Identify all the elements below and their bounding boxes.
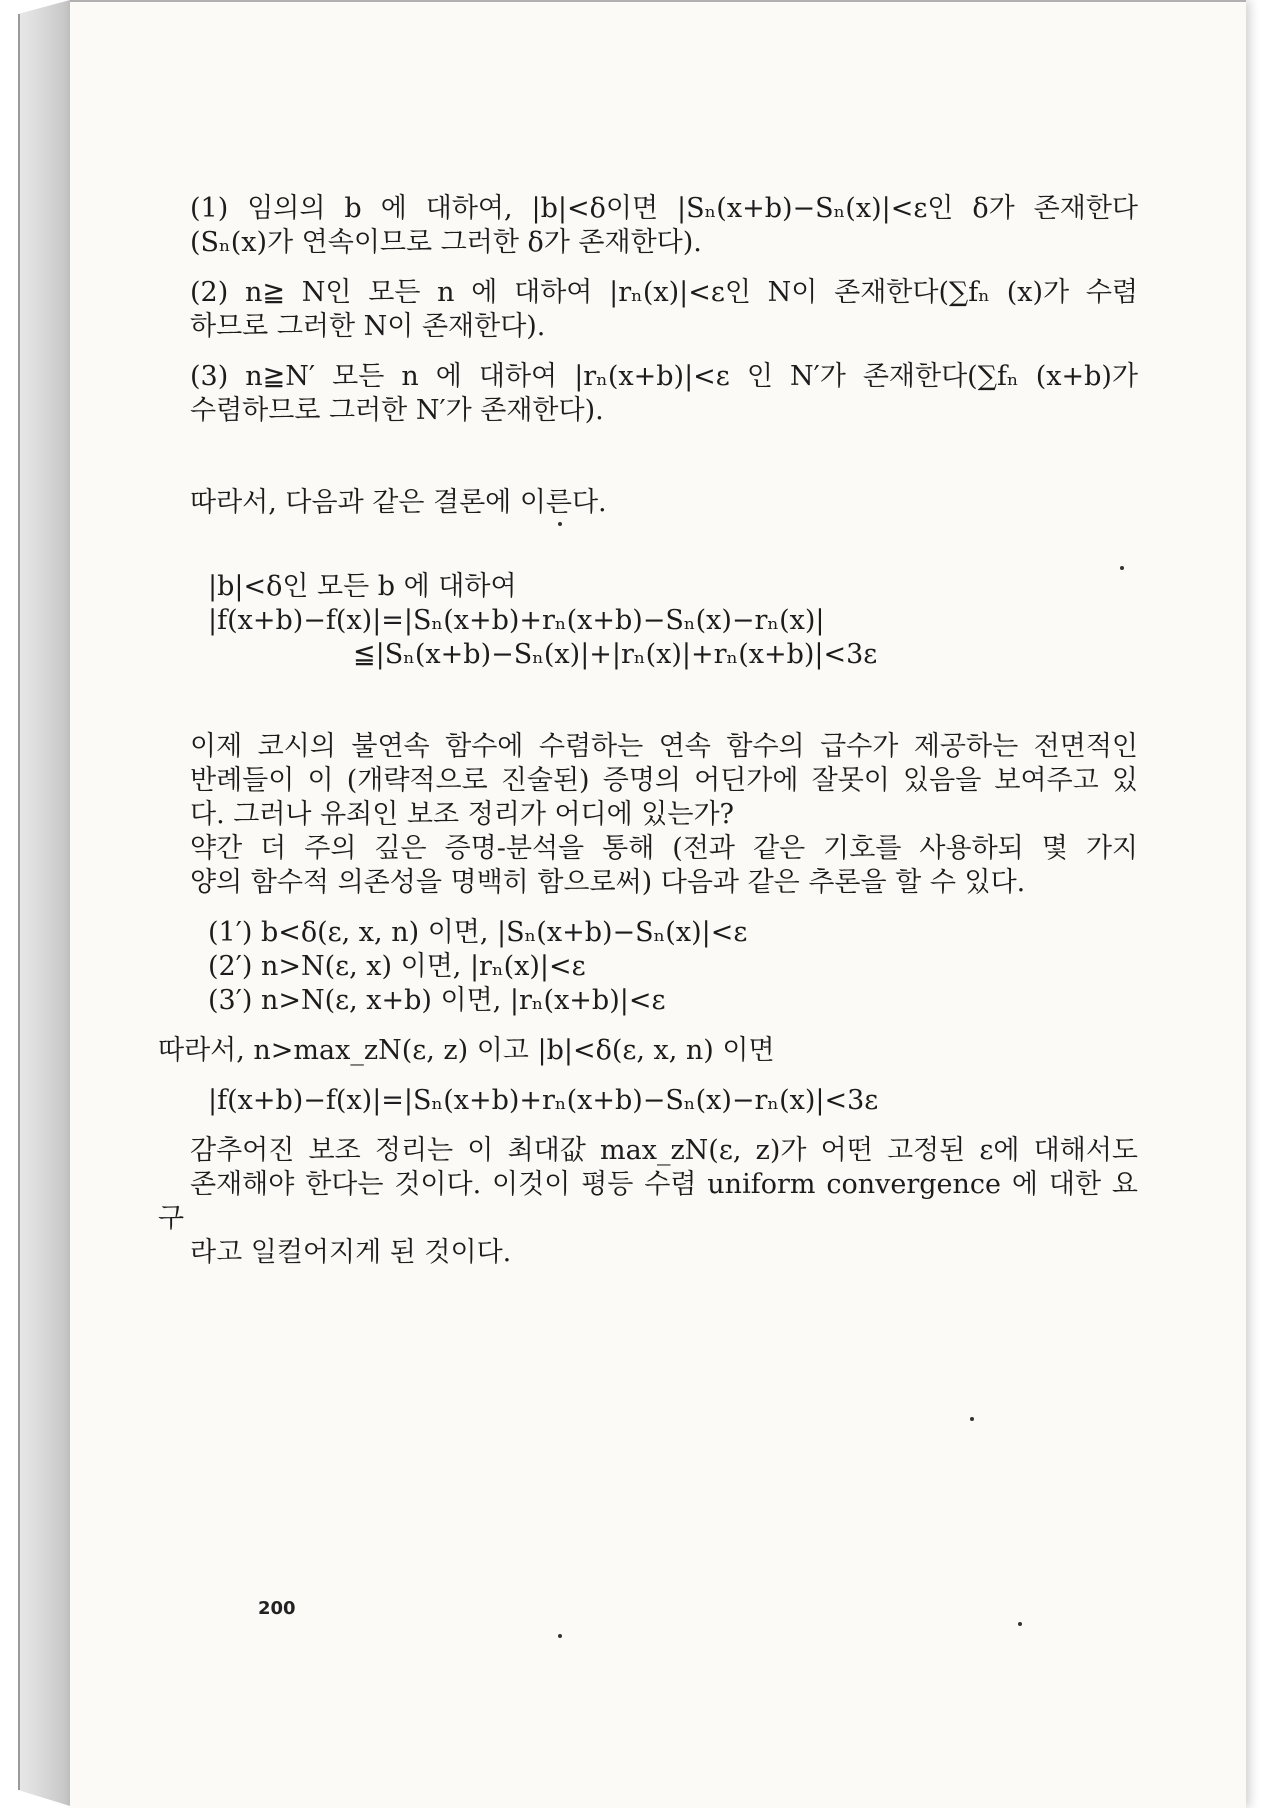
paragraph-line: 양의 함수적 의존성을 명백히 함으로써) 다음과 같은 추론을 할 수 있다. <box>190 867 1026 898</box>
paragraph-line: 다. 그러나 유죄인 보조 정리가 어디에 있는가? <box>190 799 735 830</box>
speck <box>970 1417 974 1421</box>
condition-item: (3′) n>N(ε, x+b) 이면, |rₙ(x+b)|<ε <box>208 985 666 1016</box>
lemma-2 <box>158 276 1138 344</box>
paragraph-line: 존재해야 한다는 것이다. 이것이 평등 수렴 uniform convergence 에 대한 요구 <box>158 1169 1138 1234</box>
conditions-list <box>158 916 1138 1018</box>
therefore-line <box>158 1034 1138 1068</box>
conclusion-intro-text: 따라서, 다음과 같은 결론에 이른다. <box>190 487 607 518</box>
lemma-1-line: (1) 임의의 b 에 대하여, |b|<δ이면 |Sₙ(x+b)−Sₙ(x)|<ε인 δ가 존재한다 <box>190 193 1138 224</box>
paragraph-proof-analysis <box>158 832 1138 900</box>
lemma-2-line: (2) n≧ N인 모든 n 에 대하여 |rₙ(x)|<ε인 N이 존재한다(∑fₙ (x)가 수렴 <box>190 277 1138 308</box>
lemma-3-line: 수렴하므로 그러한 N′가 존재한다). <box>190 395 604 426</box>
speck <box>1018 1622 1022 1626</box>
condition-item: (2′) n>N(ε, x) 이면, |rₙ(x)|<ε <box>208 951 586 982</box>
math-line: |f(x+b)−f(x)|=|Sₙ(x+b)+rₙ(x+b)−Sₙ(x)−rₙ(x)| <box>208 605 825 636</box>
book-spine-edge <box>18 14 20 1790</box>
speck <box>558 1634 562 1638</box>
page-body <box>158 192 1138 1270</box>
inequality-block-1 <box>158 570 1138 672</box>
lemma-3 <box>158 360 1138 428</box>
paragraph-counterexample <box>158 730 1138 832</box>
lemma-2-line: 하므로 그러한 N이 존재한다). <box>190 311 546 342</box>
page-number: 200 <box>258 1598 296 1619</box>
paragraph-line: 반례들이 이 (개략적으로 진술된) 증명의 어딘가에 잘못이 있음을 보여주고 있 <box>190 765 1138 796</box>
math-line: |b|<δ인 모든 b 에 대하여 <box>208 571 517 602</box>
lemma-3-line: (3) n≧N′ 모든 n 에 대하여 |rₙ(x+b)|<ε 인 N′가 존재한다(∑fₙ (x+b)가 <box>190 361 1138 392</box>
math-line: ≦|Sₙ(x+b)−Sₙ(x)|+|rₙ(x)|+rₙ(x+b)|<3ε <box>353 639 878 670</box>
paragraph-line: 라고 일컬어지게 된 것이다. <box>190 1237 512 1268</box>
paragraph-line: 약간 더 주의 깊은 증명-분석을 통해 (전과 같은 기호를 사용하되 몇 가지 <box>190 833 1138 864</box>
conclusion-intro <box>158 486 1138 520</box>
book-spine <box>0 0 70 1806</box>
therefore-text: 따라서, n>max_zN(ε, z) 이고 |b|<δ(ε, x, n) 이면 <box>158 1035 775 1066</box>
paragraph-line: 감추어진 보조 정리는 이 최대값 max_zN(ε, z)가 어떤 고정된 ε에 대해서도 <box>190 1135 1138 1166</box>
lemma-1 <box>158 192 1138 260</box>
inequality-block-2: |f(x+b)−f(x)|=|Sₙ(x+b)+rₙ(x+b)−Sₙ(x)−rₙ(x)|<3ε <box>208 1085 879 1116</box>
lemma-1-line: (Sₙ(x)가 연속이므로 그러한 δ가 존재한다). <box>190 227 702 258</box>
paragraph-hidden-lemma <box>158 1134 1138 1270</box>
paragraph-line: 이제 코시의 불연속 함수에 수렴하는 연속 함수의 급수가 제공하는 전면적인 <box>190 731 1138 762</box>
condition-item: (1′) b<δ(ε, x, n) 이면, |Sₙ(x+b)−Sₙ(x)|<ε <box>208 917 748 948</box>
